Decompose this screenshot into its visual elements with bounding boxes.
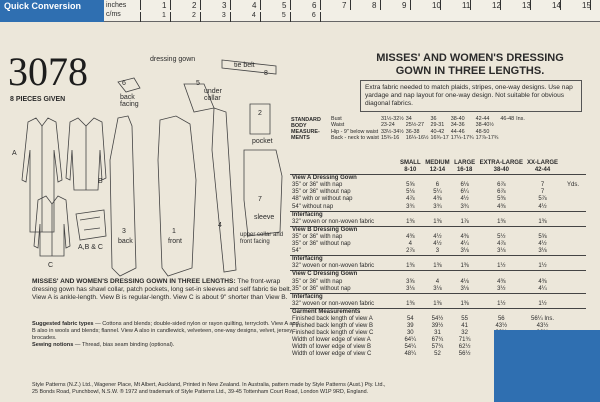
row-label: Finished back length of view C [292,330,374,337]
ruler-cm-number: 1 [161,12,166,19]
yardage-row [290,286,586,294]
label-pocket: pocket [252,138,273,145]
yardage-value: 4⅜ [538,278,547,285]
ruler-inch-number: 11 [462,1,471,10]
yardage-value: 56 [497,315,505,322]
piece-num-2: 2 [258,110,262,117]
yardage-value: 4⅞ [497,241,506,248]
sleeve-piece [244,150,282,236]
yardage-value: 6¼ [460,189,469,196]
yardage-row [290,182,586,189]
yardage-value: 3⅛ [460,285,469,292]
piece-num-7: 7 [258,196,262,203]
yardage-value [560,189,586,196]
view-label-a: A [12,150,17,157]
yardage-value: 4½ [538,203,547,210]
yardage-value: 54½ [431,315,444,322]
size-corner [290,160,397,167]
yardage-value: 56½ [458,351,471,358]
yardage-value: 4¼ [460,241,469,248]
label-dressing-gown: dressing gown [150,56,196,63]
ruler-cm-number: 6 [311,12,316,19]
row-label: 54" without nap [292,203,334,210]
size-number: 38-40 [493,167,509,174]
back-piece [110,116,136,276]
yardage-value: 4⅛ [460,278,469,285]
meas-cell: 34 [405,116,412,122]
section-header-row [290,175,586,183]
yardage-value: 1½ [497,300,506,307]
meas-cell: 40-42 [430,128,445,135]
publisher-footer [32,382,452,395]
row-label: 35" or 36" without nap [292,241,351,248]
meas-cell: 33½-34½ [380,128,404,135]
section-title: Interfacing [290,256,586,264]
label-upper-collar: upper collar and front facing [240,232,284,245]
measurements-header: STANDARD BODY MEASURE-MENTS [291,116,321,141]
meas-cell: 42-44 [475,116,490,122]
ruler-unit-cms: c/ms [106,11,121,18]
row-label: 48" with or without nap [292,196,353,203]
yardage-value [560,279,586,286]
ruler-inch-number: 14 [552,1,561,10]
yardage-row [290,316,586,323]
yardage-row [290,263,586,271]
meas-cell: 46-48 [500,116,515,122]
ruler-cm-number: 3 [221,12,226,19]
size-number: 8-10 [404,167,417,174]
ruler-cm-number: 2 [191,12,196,19]
notions-text: — Thread, bias seam binding (optional). [73,342,175,348]
yardage-value: 7 [540,189,545,196]
view-combo-label: A,B & C [78,244,103,251]
yardage-value: 54 [406,315,414,322]
meas-cell: 16¾-17 [430,135,449,142]
meas-label: Waist [331,122,345,129]
section-header-row [290,308,586,316]
yardage-value [560,196,586,203]
label-sleeve: sleeve [254,214,275,221]
yardage-value: 3⅛ [460,248,469,255]
suggested-label: Suggested fabric types [32,321,94,327]
sewing-notions [32,342,302,349]
yardage-value: 6⅞ [497,182,506,189]
pocket-piece [250,104,270,134]
piece-num-5: 5 [196,80,200,87]
yardage-value: 3⅛ [538,248,547,255]
yardage-value: 56¼ Ins. [530,315,554,322]
ruler-inch-number: 4 [252,1,257,10]
yardage-value [560,316,586,323]
yardage-value: 1⅜ [497,218,506,225]
yardage-row [290,241,586,248]
yardage-value [560,286,586,294]
pocket-shape-icon [76,210,106,240]
size-number: 42-44 [534,167,551,174]
yardage-value: 1⅜ [460,263,469,270]
yardage-value: 62½ [458,344,471,351]
meas-cell: 31½-32½ [380,116,404,122]
yardage-value: 3 [435,248,440,255]
yardage-value: 1⅜ [538,218,547,225]
pieces-given: 8 PIECES GIVEN [10,96,66,103]
section-header-row [290,226,586,234]
pattern-title: MISSES' AND WOMEN'S DRESSING GOWN IN THREE LENGTHS. [376,52,564,77]
corner-stripe [494,330,600,402]
piece-num-8: 8 [264,70,268,77]
ruler-cm-number: 4 [251,12,256,19]
yardage-value: 6 [435,182,440,189]
yardage-value: 6⅛ [460,182,469,189]
ruler-cm-number: 5 [281,12,286,19]
fabric-suggestions [32,321,302,349]
yardage-value: 43½ [495,323,508,330]
meas-cell: 38-40 [450,116,465,122]
yardage-value: 3⅝ [406,278,415,285]
label-tie-belt: tie belt [234,62,255,69]
yardage-value: 57¾ [431,344,444,351]
size-name: LARGE [454,160,476,166]
size-corner [290,167,397,175]
size-number-row [290,167,586,175]
yardage-value: 1½ [497,263,506,270]
ruler-inch-number: 13 [522,1,531,10]
ruler-inch-number: 12 [492,1,501,10]
row-label: 32" woven or non-woven fabric [292,218,375,225]
yardage-value: 52 [434,351,441,358]
yardage-value: 4⅜ [406,233,415,240]
ruler-inch-number: 10 [432,1,441,10]
yardage-value: 5⅛ [406,189,415,196]
meas-cell: 23-24 [380,122,395,129]
yardage-value: 30 [406,330,414,337]
fabric-notice: Extra fabric needed to match plaids, stripes, one-way designs. Use nap yardage and nap layout for one-way design. Not suitable for obvious diagonal fabrics. [360,80,582,112]
piece-num-4: 4 [218,222,222,229]
yardage-value: 1⅜ [406,218,415,225]
ruler-inch-number: 5 [282,1,287,10]
yardage-value: 4 [435,278,440,285]
yardage-value: 41 [461,323,468,330]
label-back-facing: back facing [120,94,139,108]
yardage-value [560,301,586,309]
yardage-value: 48¼ [404,351,417,358]
label-front: front [168,238,183,245]
description-lead: MISSES' AND WOMEN'S DRESSING GOWN IN THREE LENGTHS: [32,278,236,285]
yardage-value: 1⅜ [460,300,469,307]
row-label: 32" woven or non-woven fabric [292,300,375,307]
yardage-value: 4½ [433,233,442,240]
meas-cell: 29-31 [430,122,445,129]
yardage-value: 1½ [538,300,547,307]
size-name: XX-LARGE [526,160,558,166]
row-label: 35" or 36" with nap [292,182,343,189]
meas-label: Back - neck to waist [331,135,379,142]
yardage-value: 54¼ [404,344,417,351]
yardage-value: 5⅞ [538,196,547,203]
yardage-value: 4½ [538,241,547,248]
yardage-value: 5¼ [433,189,442,196]
size-header-row [290,160,586,167]
yardage-value: 4⅜ [497,278,506,285]
yardage-value: 5½ [497,233,506,240]
yardage-value [560,204,586,212]
ruler-inch-number: 7 [342,1,347,10]
footer-line-2: 25 Bonds Road, Punchbowl, N.S.W. ® 1972 and trademark of Style Patterns Ltd., 39-45 Tottenham Court Road, London W1P 9RD, England. [32,388,369,395]
section-header-row [290,293,586,301]
yardage-value: 3¾ [406,203,415,210]
yardage-value: 7 [540,182,545,189]
yardage-value: 3½ [497,285,506,292]
row-label: Width of lower edge of view C [292,351,372,358]
yardage-value: 39 [406,323,414,330]
yardage-value: 55 [461,315,468,322]
yardage-value: 1½ [538,263,547,270]
yardage-value: 5⅝ [406,182,415,189]
yardage-value [560,263,586,271]
upper-collar-piece [212,108,236,272]
yardage-row [290,248,586,256]
yardage-value: 4⅜ [460,233,469,240]
yardage-value: 4⅞ [406,196,415,203]
yardage-value [560,241,586,248]
meas-cell: 48-50 [475,128,490,135]
yardage-value: 1⅜ [433,300,442,307]
yardage-value: 43½ [536,323,549,330]
yardage-value: 3¾ [433,203,442,210]
meas-cell: 25½-27 [405,122,425,129]
ruler-inch-number: 3 [222,1,227,10]
yardage-value: 6⅞ [497,189,506,196]
meas-cell: 15¾-16 [380,135,400,142]
row-label: 35" or 36" with nap [292,233,343,240]
size-number: 16-18 [456,167,473,174]
yardage-value: Yds. [566,182,579,189]
yardage-value: 5⅜ [497,196,506,203]
section-title: View A Dressing Gown [290,175,586,183]
quick-conversion-label: Quick Conversion [0,0,104,22]
row-label: Width of lower edge of view A [292,337,371,344]
footer-line-1: Style Patterns (N.Z.) Ltd., Wagener Place, Mt Albert, Auckland, Printed in New Zealand. In Australia, pattern made by Style Patterns (Aust.) Pty. Ltd., [32,382,386,388]
view-label-b: B [98,178,103,185]
meas-cell: 44-46 [450,128,465,135]
ruler-inch-number: 2 [192,1,197,10]
yardage-value: 1⅞ [460,218,469,225]
section-title: Garment Measurements [290,308,586,316]
yardage-row [290,189,586,196]
ruler-inch-number: 6 [312,1,317,10]
meas-cell: 17⅞-17¾ [475,135,499,142]
section-title: View C Dressing Gown [290,271,586,279]
yardage-value: 4¼ [538,285,547,292]
yardage-value: 1⅜ [406,263,415,270]
front-piece [158,116,196,276]
row-label: 32" woven or non-woven fabric [292,263,375,270]
yardage-value: 71¾ [458,337,471,344]
yardage-row [290,204,586,212]
section-header-row [290,271,586,279]
row-label: 35" or 36" with nap [292,278,343,285]
section-header-row [290,211,586,219]
yardage-value: 64¼ [404,337,417,344]
yardage-value: 3⅛ [497,248,506,255]
label-back: back [118,238,133,245]
yardage-value: 4 [408,241,412,248]
yardage-value: 67¾ [431,337,444,344]
yardage-value: 4½ [460,196,469,203]
meas-cell: 36-38 [405,128,420,135]
section-title: View B Dressing Gown [290,226,586,234]
yardage-value: 4⅜ [497,203,506,210]
section-title: Interfacing [290,211,586,219]
yardage-table [290,160,586,359]
size-name: SMALL [399,160,421,166]
yardage-row [290,196,586,203]
ruler-inch-number: 9 [402,1,407,10]
yardage-row [290,301,586,309]
yardage-value: 3¾ [460,203,469,210]
row-label: 35" or 36" without nap [292,285,351,292]
yardage-row [290,279,586,286]
yardage-value: 3⅛ [406,285,415,292]
row-label: 54" [292,248,301,255]
section-title: Interfacing [290,293,586,301]
yardage-value: 1⅜ [433,218,442,225]
yardage-value [560,219,586,227]
meas-cell: 17¼-17¾ [450,135,474,142]
size-name: EXTRA-LARGE [479,160,523,166]
yardage-value: 4½ [433,241,442,248]
yardage-row [290,234,586,241]
piece-num-6: 6 [122,80,126,87]
meas-label: Hip - 9" below waist [331,128,379,135]
size-number: 12-14 [429,167,446,174]
yardage-value [560,234,586,241]
yardage-value: 1⅜ [406,300,415,307]
description-body: The front-wrap dressing gown has shawl collar, patch pockets, long set-in sleeves and self fabric tie belt. View A is ankle-length. View B is regular-length. View C is about 9" shorter than View B. [32,278,292,301]
suggested-text: — Cottons and blends; double-sided nylon or rayon quilting, terrycloth. View A and B also in wools and blends; flannel. View A also in candlewick, velveteen, one-way designs, velvet, jersey, brocades. [32,321,299,341]
meas-cell: 16¼-16½ [405,135,429,142]
notions-label: Sewing notions [32,342,74,348]
yardage-value: 3⅛ [433,285,442,292]
yardage-value: 2⅞ [406,248,415,255]
ruler-inch-number: 15 [582,1,591,10]
yardage-value: 5⅝ [538,233,547,240]
meas-cell: 36 [430,116,437,122]
pattern-description [32,278,302,302]
meas-cell: 38-40½ [475,122,494,129]
body-measurements-table [290,116,526,142]
view-label-c: C [48,262,54,269]
ruler-unit-inches: inches [106,2,127,9]
piece-num-3: 3 [122,228,126,235]
piece-num-1: 1 [172,228,176,235]
row-label: Finished back length of view A [292,315,373,322]
yardage-value: 1⅜ [433,263,442,270]
label-under-collar: under collar [204,88,222,102]
ruler-inch-number: 1 [162,1,167,10]
size-name: MEDIUM [425,160,450,166]
meas-unit: Ins. [516,116,525,122]
suggested-fabrics [32,321,302,342]
meas-label: Bust [331,116,342,122]
pattern-number: 3078 [8,49,88,94]
yardage-value: 39½ [431,323,444,330]
meas-cell: 34-36 [450,122,465,129]
yardage-row [290,219,586,227]
row-label: Finished back length of view B [292,323,374,330]
ruler-inch-number: 8 [372,1,377,10]
yardage-value: 4⅜ [433,196,442,203]
yardage-value [560,248,586,256]
row-label: Width of lower edge of view B [292,344,372,351]
yardage-value: 31 [434,330,441,337]
yardage-value: 32 [461,330,468,337]
row-label: 35" or 36" without nap [292,189,351,196]
